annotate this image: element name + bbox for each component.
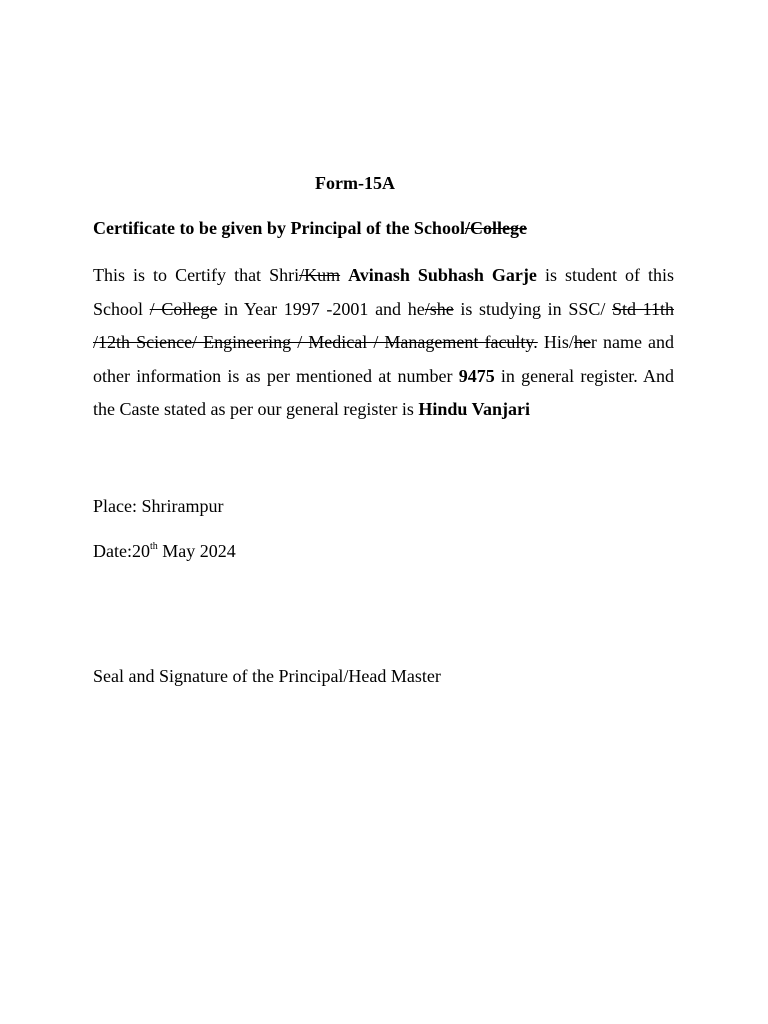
- body-text-2: is student of this School: [93, 265, 674, 319]
- certificate-body: [93, 259, 674, 427]
- certificate-heading: [93, 217, 527, 239]
- body-text-1: This is to Certify that Shri: [93, 265, 300, 285]
- struck-college: / College: [149, 298, 218, 319]
- struck-he: he: [573, 332, 591, 353]
- body-text-3: in Year 1997 -2001 and he: [223, 298, 425, 319]
- form-title: Form-15A: [315, 173, 395, 193]
- student-name: Avinash Subhash Garje: [348, 265, 537, 285]
- body-text-4: is studying in SSC/: [460, 298, 606, 319]
- place-line: Place: Shrirampur: [93, 496, 224, 516]
- struck-kum: /Kum: [299, 265, 341, 285]
- struck-faculty: Std 11th /12th Science/ Engineering / Medical / Management faculty.: [93, 298, 675, 353]
- date-rest: May 2024: [162, 541, 236, 561]
- body-text-5: His/: [543, 332, 574, 353]
- heading-struck-text: /College: [464, 218, 527, 238]
- date-line: [93, 540, 236, 562]
- date-ordinal-suffix: th: [149, 541, 158, 552]
- body-text-7: in general register. And the Caste stated as per our general register is: [93, 365, 675, 420]
- caste-value: Hindu Vanjari: [418, 399, 530, 420]
- date-prefix: Date:20: [93, 541, 150, 561]
- struck-she: /she: [424, 298, 454, 319]
- heading-text: Certificate to be given by Principal of the School: [93, 218, 465, 238]
- register-number: 9475: [458, 365, 495, 386]
- body-text-6: r name and other information is as per mentioned at number: [93, 332, 675, 386]
- signature-line: Seal and Signature of the Principal/Head Master: [93, 666, 441, 686]
